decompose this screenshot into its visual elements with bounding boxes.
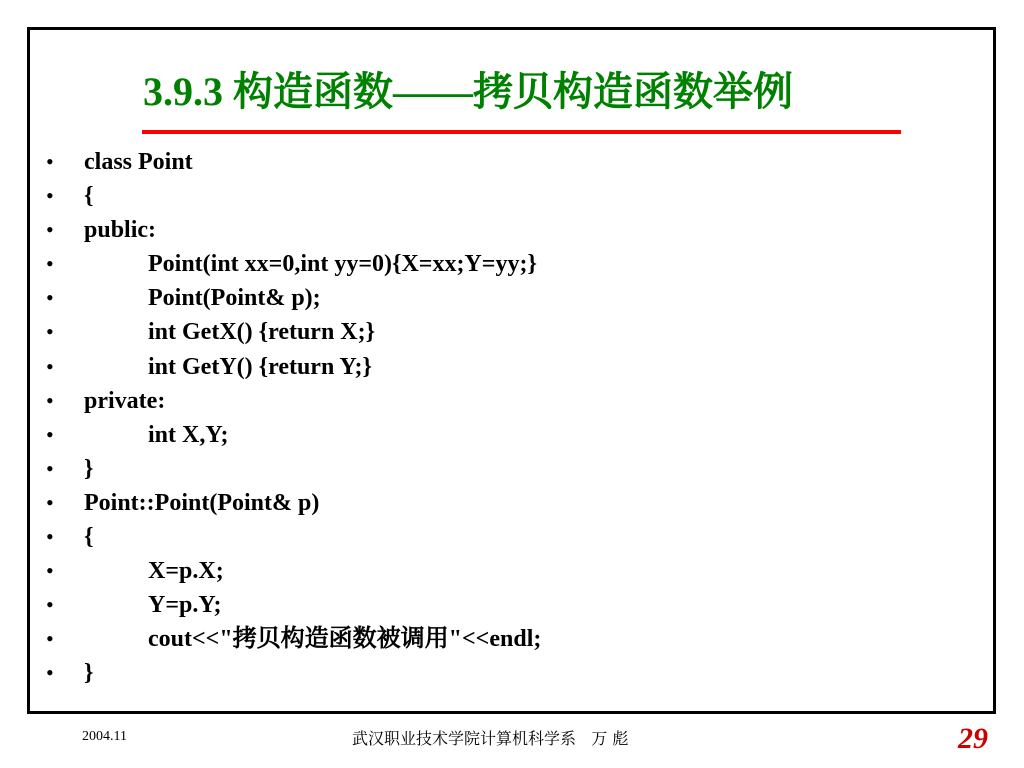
code-line-text: int GetY() {return Y;} [148,353,372,380]
bullet-icon: • [46,319,54,345]
footer-date: 2004.11 [82,729,127,744]
slide-title: 3.9.3 构造函数——拷贝构造函数举例 [143,69,793,114]
bullet-icon: • [46,217,54,243]
bullet-icon: • [46,455,54,481]
bullet-icon: • [46,592,54,618]
code-line-text: Y=p.Y; [148,592,222,619]
code-line-text: { [84,524,94,551]
bullet-icon: • [46,251,54,277]
code-line-text: { [84,183,94,210]
code-line-text: int X,Y; [148,421,229,448]
page-number: 29 [958,722,988,755]
code-line-text: X=p.X; [148,558,224,585]
slide-frame [27,27,996,714]
code-line-text: class Point [84,149,193,175]
code-line-text: Point::Point(Point& p) [84,489,320,516]
code-line-text: } [84,660,94,687]
code-line-text: public: [84,217,157,244]
bullet-icon: • [46,183,54,209]
bullet-icon: • [46,660,54,686]
title-underline [142,130,901,134]
bullet-icon: • [46,353,54,379]
code-line-text: cout<<"拷贝构造函数被调用"<<endl; [148,626,542,653]
bullet-icon: • [46,421,54,447]
bullet-icon: • [46,626,54,652]
code-line-text: Point(int xx=0,int yy=0){X=xx;Y=yy;} [148,251,537,278]
code-line-text: } [84,455,94,482]
code-line-text: int GetX() {return X;} [148,319,376,346]
code-line-text: Point(Point& p); [148,285,321,312]
bullet-icon: • [46,524,54,550]
bullet-icon: • [46,149,54,174]
bullet-icon: • [46,489,54,515]
bullet-icon: • [46,558,54,584]
bullet-icon: • [46,387,54,413]
code-line-text: private: [84,387,166,414]
bullet-icon: • [46,285,54,311]
footer-organization: 武汉职业技术学院计算机科学系 万 彪 [352,729,629,748]
